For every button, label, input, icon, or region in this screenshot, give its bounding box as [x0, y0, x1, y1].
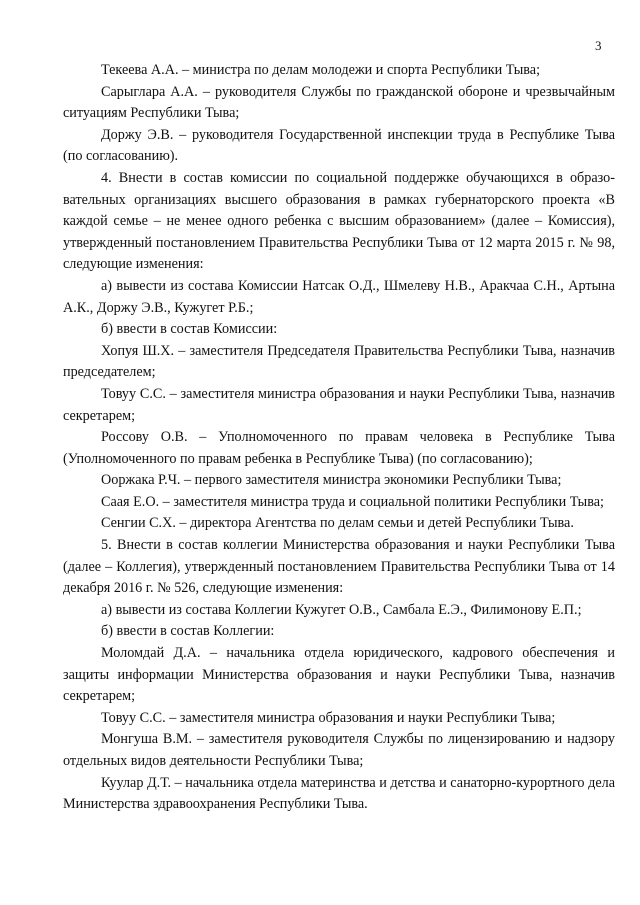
paragraph-tovuu-collegium: Товуу С.С. – заместителя министра образования и науки Республики Тыва; — [101, 709, 556, 726]
paragraph-mongusha: Монгуша В.М. – заместителя руководителя Службы по лицензированию и надзору отдельных видов деятельности Республики Тыва; — [63, 731, 615, 769]
paragraph-molomday: Моломдай Д.А. – начальника отдела юридического, кадрового обеспечения и защиты информации Министерства образования и науки Республики Тыва, назначив секретарем; — [63, 645, 615, 705]
paragraph-khopuya: Хопуя Ш.Х. – заместителя Председателя Правительства Республики Тыва, назначив председателем; — [63, 342, 615, 381]
paragraph-item-5a: а) вывести из состава Коллегии Кужугет О.В., Самбала Е.Э., Филимонову Е.П.; — [101, 601, 582, 618]
paragraph-item-5b: б) ввести в состав Коллегии: — [101, 623, 275, 640]
paragraph-dorzhu: Доржу Э.В. – руководителя Государственной инспекции труда в Республике Тыва (по согласованию). — [63, 126, 615, 165]
paragraph-tovuu-commission: Товуу С.С. – заместителя министра образования и науки Республики Тыва, назначив секретарем; — [63, 385, 615, 424]
paragraph-item-4b: б) ввести в состав Комиссии: — [101, 321, 278, 338]
paragraph-tekeeva: Текеева А.А. – министра по делам молодежи и спорта Республики Тыва; — [101, 62, 541, 78]
page-number: 3 — [595, 38, 602, 53]
paragraph-sengii: Сенгии С.Х. – директора Агентства по делам семьи и детей Республики Тыва. — [101, 515, 574, 532]
paragraph-item-4a: а) вывести из состава Комиссии Натсак О.Д., Шмелеву Н.В., Аракчаа С.Н., Артына А.К., Доржу Э.В., Кужугет Р.Б.; — [63, 277, 615, 316]
paragraph-rossova: Россову О.В. – Уполномоченного по правам человека в Республике Тыва (Уполномоченного по правам ребенка в Республике Тыва) (по согласованию); — [63, 429, 615, 467]
paragraph-saaya: Саая Е.О. – заместителя министра труда и социальной политики Республики Тыва; — [101, 493, 604, 510]
paragraph-item-5: 5. Внести в состав коллегии Министерства образования и науки Республики Тыва (далее – Коллегия), утвержденный постановлением Правительства Республики Тыва от 14 декабря 2016 г. № 526, следующие изменения: — [63, 537, 615, 597]
paragraph-item-4: 4. Внести в состав комиссии по социальной поддержке обучающихся в образовательных организациях высшего образования в рамках губернаторского проекта «В каждой семье – не менее одного ребенка с высшим образованием» (далее – Комиссия), утвержденный постановлением Правительства Республики Тыва от 12 марта 2015 г. № 98, следующие изменения: — [63, 169, 615, 273]
paragraph-kuular: Куулар Д.Т. – начальника отдела материнства и детства и санаторно-курортного дела Министерства здравоохранения Республики Тыва. — [63, 774, 615, 813]
paragraph-saryglara: Сарыглара А.А. – руководителя Службы по гражданской обороне и чрезвычайным ситуациям Республики Тыва; — [63, 83, 615, 122]
paragraph-oorzhak: Ооржака Р.Ч. – первого заместителя министра экономики Республики Тыва; — [101, 472, 562, 489]
document-body — [63, 60, 615, 816]
